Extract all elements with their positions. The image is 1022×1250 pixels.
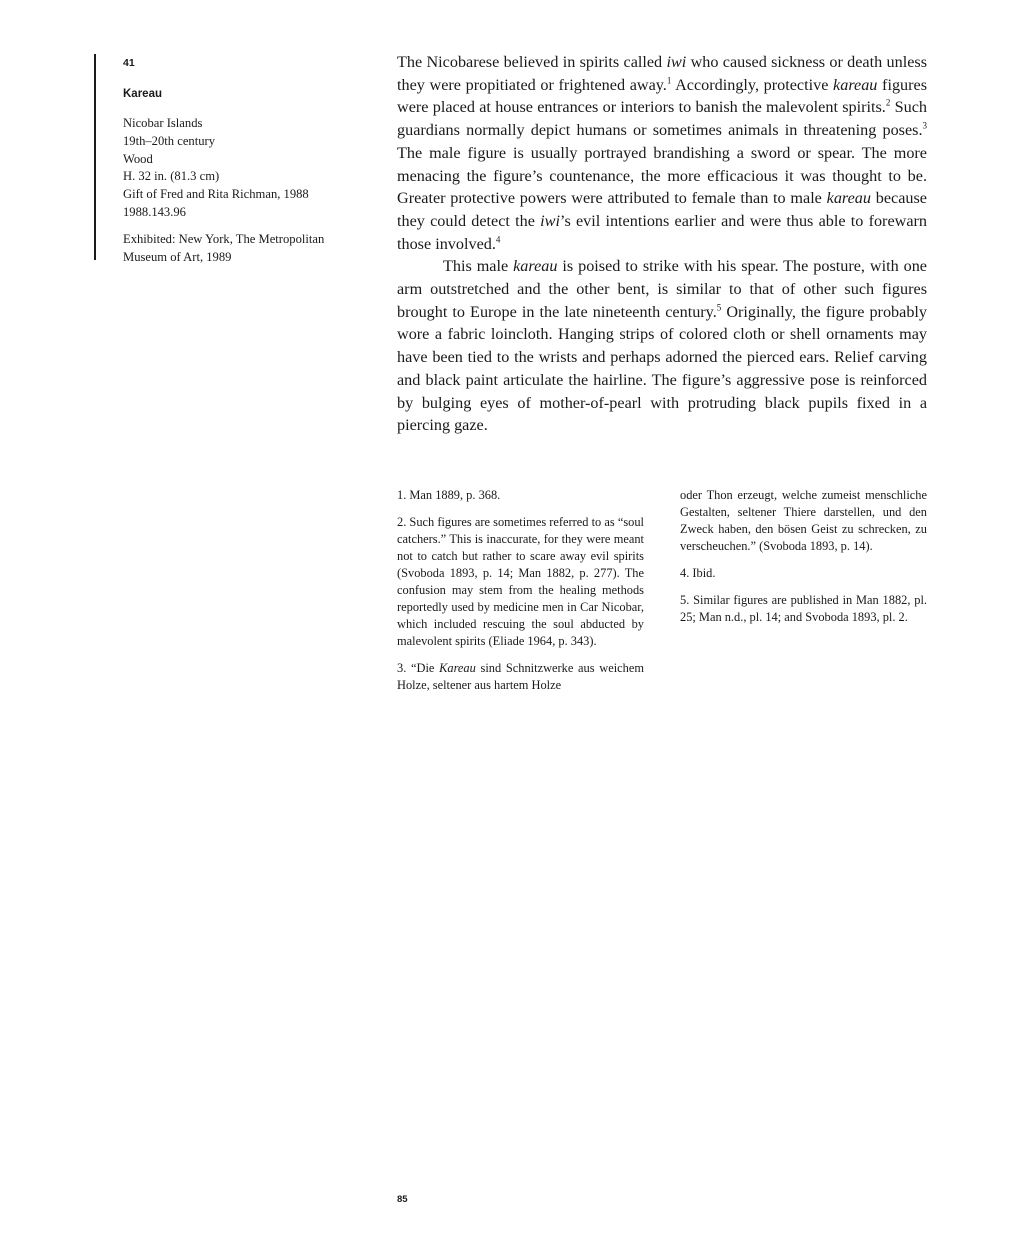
text-run: The Nicobarese believed in spirits called xyxy=(397,53,667,71)
footnote-4: 4. Ibid. xyxy=(680,566,716,580)
notes-column-left xyxy=(397,487,644,704)
italic-term: iwi xyxy=(540,211,560,230)
catalogue-number: 41 xyxy=(123,57,135,69)
credit-line: Gift of Fred and Rita Richman, 1988 xyxy=(123,187,309,202)
footnote-ref: 5 xyxy=(716,302,722,313)
text-run: The male figure is usually portrayed brandishing a sword or spear. The more menacing the figure’s countenance, the more efficacious it was thought to be. Greater protective powers were attributed to female than to male xyxy=(397,143,927,208)
text-run: 3. “Die xyxy=(397,661,440,675)
footnote-3-continued: oder Thon erzeugt, welche zumeist menschliche Gestalten, seltener Thiere darstellen, und den Zweck haben, den bösen Geist zu schrecken, zu verscheuchen.” (Svoboda 1893, p. 14). xyxy=(680,488,927,553)
text-run: Accordingly, protective xyxy=(671,75,834,94)
text-run: This male xyxy=(443,257,514,276)
footnote-ref: 1 xyxy=(666,75,672,86)
object-title: Kareau xyxy=(123,88,162,100)
text-run: who caused sickness or death unless they were propitiated or frightened away. xyxy=(397,53,927,94)
footnote-3 xyxy=(397,660,644,694)
italic-term: kareau xyxy=(833,75,878,94)
essay-paragraph-2 xyxy=(397,255,927,437)
italic-term: kareau xyxy=(513,257,558,276)
accession-number: 1988.143.96 xyxy=(123,204,186,219)
text-run: sind Schnitzwerke aus weichem Holze, seltener aus hartem Holze xyxy=(397,661,644,692)
sidebar-rule xyxy=(94,54,96,260)
medium-line: Wood xyxy=(123,151,153,166)
catalogue-entry-sidebar xyxy=(123,56,358,266)
text-run: is poised to strike with his spear. The posture, with one arm outstretched and the other bent, is similar to that of other such figures brought to Europe in the late nineteenth century. xyxy=(397,257,927,321)
footnote-1: 1. Man 1889, p. 368. xyxy=(397,488,501,502)
footnote-ref: 4 xyxy=(495,234,501,245)
text-run: Such guardians normally depict humans or sometimes animals in threatening poses. xyxy=(397,98,928,140)
italic-term: kareau xyxy=(826,189,871,208)
text-run: because they could detect the xyxy=(397,189,927,230)
provenance-line: Nicobar Islands xyxy=(123,116,203,130)
text-run: figures were placed at house entrances or interiors to banish the malevolent spirits. xyxy=(397,75,928,117)
essay-paragraph-1 xyxy=(397,51,927,255)
page-number: 85 xyxy=(397,1194,408,1205)
footnote-5: 5. Similar figures are published in Man 1882, pl. 25; Man n.d., pl. 14; and Svoboda 1893, pl. 2. xyxy=(680,593,927,624)
text-run: ’s evil intentions earlier and were thus able to forewarn those involved. xyxy=(397,211,927,253)
footnote-ref: 3 xyxy=(922,120,927,131)
main-essay xyxy=(397,51,927,437)
exhibition-history: Exhibited: New York, The Metropolitan Museum of Art, 1989 xyxy=(123,231,325,264)
footnote-ref: 2 xyxy=(885,98,891,109)
notes-column-right xyxy=(680,487,927,636)
text-run: Originally, the figure probably wore a fabric loincloth. Hanging strips of colored cloth or shell ornaments may have been tied to the wrists and perhaps adorned the pierced ears. Relief carving and black paint articulate the hairline. The figure’s aggressive pose is reinforced by bulging eyes of mother-of-pearl with protruding black pupils fixed in a piercing gaze. xyxy=(397,302,928,435)
dimensions-line: H. 32 in. (81.3 cm) xyxy=(123,169,220,184)
footnote-2: 2. Such figures are sometimes referred to as “soul catchers.” This is inaccurate, for they were meant not to catch but rather to scare away evil spirits (Svoboda 1893, p. 14; Man 1882, p. 277). The confusion may stem from the healing methods reportedly used by medicine men in Car Nicobar, which included rescuing the soul abducted by malevolent spirits (Eliade 1964, p. 343). xyxy=(397,515,644,648)
italic-term: iwi xyxy=(666,53,687,71)
date-line: 19th–20th century xyxy=(123,133,215,148)
italic-term: Kareau xyxy=(439,661,476,675)
object-metadata xyxy=(123,115,358,222)
